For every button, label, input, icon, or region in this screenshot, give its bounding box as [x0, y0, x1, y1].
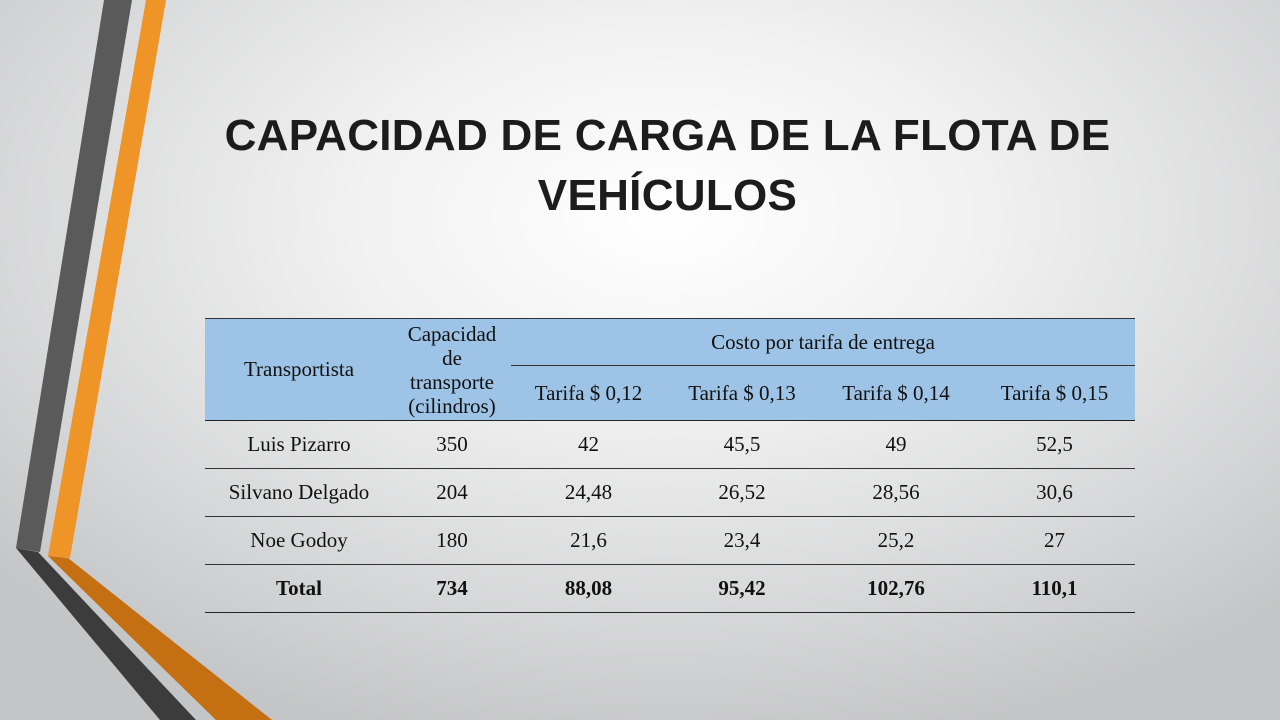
cell-tarifa-015: 52,5 [974, 421, 1135, 469]
cell-tarifa-015: 27 [974, 517, 1135, 565]
cell-tarifa-014: 28,56 [818, 469, 974, 517]
header-capacidad-line: de [442, 345, 462, 370]
cell-capacidad: 204 [393, 469, 511, 517]
cell-name: Silvano Delgado [205, 469, 393, 517]
cell-name: Noe Godoy [205, 517, 393, 565]
header-capacidad [393, 319, 511, 421]
total-tarifa-013: 95,42 [666, 565, 818, 613]
cell-name: Luis Pizarro [205, 421, 393, 469]
cell-tarifa-013: 26,52 [666, 469, 818, 517]
header-transportista: Transportista [205, 319, 393, 421]
header-tarifa-015: Tarifa $ 0,15 [974, 366, 1135, 421]
header-capacidad-line: (cilindros) [408, 393, 496, 418]
cell-tarifa-015: 30,6 [974, 469, 1135, 517]
title-line-1: CAPACIDAD DE CARGA DE LA FLOTA DE [224, 111, 1111, 160]
table-row [205, 469, 1135, 517]
cell-capacidad: 180 [393, 517, 511, 565]
header-capacidad-line: Capacidad [407, 321, 497, 346]
capacity-table [205, 318, 1135, 613]
cell-tarifa-014: 49 [818, 421, 974, 469]
slide-title [180, 106, 1155, 226]
dark-diagonal-stripe [16, 548, 196, 720]
total-tarifa-014: 102,76 [818, 565, 974, 613]
cell-tarifa-012: 42 [511, 421, 666, 469]
cell-capacidad: 350 [393, 421, 511, 469]
header-costo: Costo por tarifa de entrega [511, 319, 1135, 366]
cell-tarifa-013: 23,4 [666, 517, 818, 565]
table-row [205, 421, 1135, 469]
total-tarifa-015: 110,1 [974, 565, 1135, 613]
cell-tarifa-014: 25,2 [818, 517, 974, 565]
cell-tarifa-013: 45,5 [666, 421, 818, 469]
header-tarifa-013: Tarifa $ 0,13 [666, 366, 818, 421]
capacity-table-container [205, 318, 1135, 613]
header-row-1 [205, 319, 1135, 366]
header-capacidad-line: transporte [410, 369, 494, 394]
title-line-2: VEHÍCULOS [537, 171, 798, 220]
header-tarifa-012: Tarifa $ 0,12 [511, 366, 666, 421]
total-row [205, 565, 1135, 613]
total-capacidad: 734 [393, 565, 511, 613]
header-tarifa-014: Tarifa $ 0,14 [818, 366, 974, 421]
cell-tarifa-012: 21,6 [511, 517, 666, 565]
total-label: Total [205, 565, 393, 613]
cell-tarifa-012: 24,48 [511, 469, 666, 517]
total-tarifa-012: 88,08 [511, 565, 666, 613]
table-row [205, 517, 1135, 565]
